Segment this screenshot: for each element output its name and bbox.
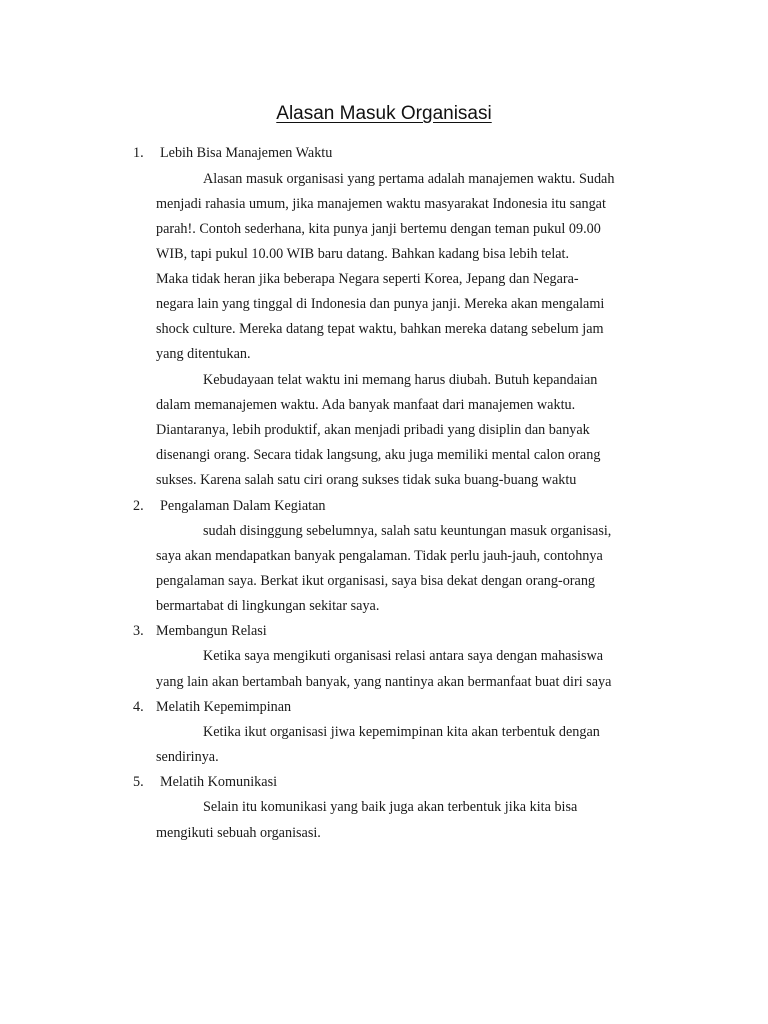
paragraph-line: Selain itu komunikasi yang baik juga akan terbentuk jika kita bisa [203,799,578,815]
paragraph-line: menjadi rahasia umum, jika manajemen waktu masyarakat Indonesia itu sangat [156,196,606,212]
paragraph-line: dalam memanajemen waktu. Ada banyak manfaat dari manajemen waktu. [156,397,576,413]
paragraph-line: Alasan masuk organisasi yang pertama adalah manajemen waktu. Sudah [203,171,615,187]
paragraph-line: parah!. Contoh sederhana, kita punya janji bertemu dengan teman pukul 09.00 [156,221,601,237]
page-title: Alasan Masuk Organisasi [276,103,492,124]
paragraph-line: shock culture. Mereka datang tepat waktu, bahkan mereka datang sebelum jam [156,321,604,337]
section-heading: Pengalaman Dalam Kegiatan [160,498,326,514]
paragraph-line: sudah disinggung sebelumnya, salah satu keuntungan masuk organisasi, [203,523,612,539]
paragraph-line: mengikuti sebuah organisasi. [156,825,321,841]
paragraph-line: Ketika saya mengikuti organisasi relasi antara saya dengan mahasiswa [203,648,604,664]
list-number: 4. [133,699,144,715]
list-number: 3. [133,623,144,639]
paragraph-line: yang ditentukan. [156,346,251,362]
paragraph-line: negara lain yang tinggal di Indonesia dan punya janji. Mereka akan mengalami [156,296,605,312]
paragraph-line: Maka tidak heran jika beberapa Negara seperti Korea, Jepang dan Negara- [156,271,579,287]
paragraph-line: sendirinya. [156,749,219,765]
paragraph-line: WIB, tapi pukul 10.00 WIB baru datang. Bahkan kadang bisa lebih telat. [156,246,570,262]
section-heading: Melatih Kepemimpinan [156,699,292,715]
section-heading: Membangun Relasi [156,623,267,639]
paragraph-line: disenangi orang. Secara tidak langsung, aku juga memiliki mental calon orang [156,447,601,463]
list-number: 1. [133,145,144,161]
paragraph-line: saya akan mendapatkan banyak pengalaman. Tidak perlu jauh-jauh, contohnya [156,548,603,564]
paragraph-line: yang lain akan bertambah banyak, yang nantinya akan bermanfaat buat diri saya [156,674,612,690]
section-heading: Lebih Bisa Manajemen Waktu [160,145,333,161]
paragraph-line: Kebudayaan telat waktu ini memang harus diubah. Butuh kepandaian [203,372,598,388]
paragraph-line: pengalaman saya. Berkat ikut organisasi, saya bisa dekat dengan orang-orang [156,573,596,589]
paragraph-line: Ketika ikut organisasi jiwa kepemimpinan kita akan terbentuk dengan [203,724,600,740]
list-number: 2. [133,498,144,514]
list-number: 5. [133,774,144,790]
paragraph-line: sukses. Karena salah satu ciri orang sukses tidak suka buang-buang waktu [156,472,577,488]
paragraph-line: Diantaranya, lebih produktif, akan menjadi pribadi yang disiplin dan banyak [156,422,590,438]
section-heading: Melatih Komunikasi [160,774,278,790]
paragraph-line: bermartabat di lingkungan sekitar saya. [156,598,380,614]
